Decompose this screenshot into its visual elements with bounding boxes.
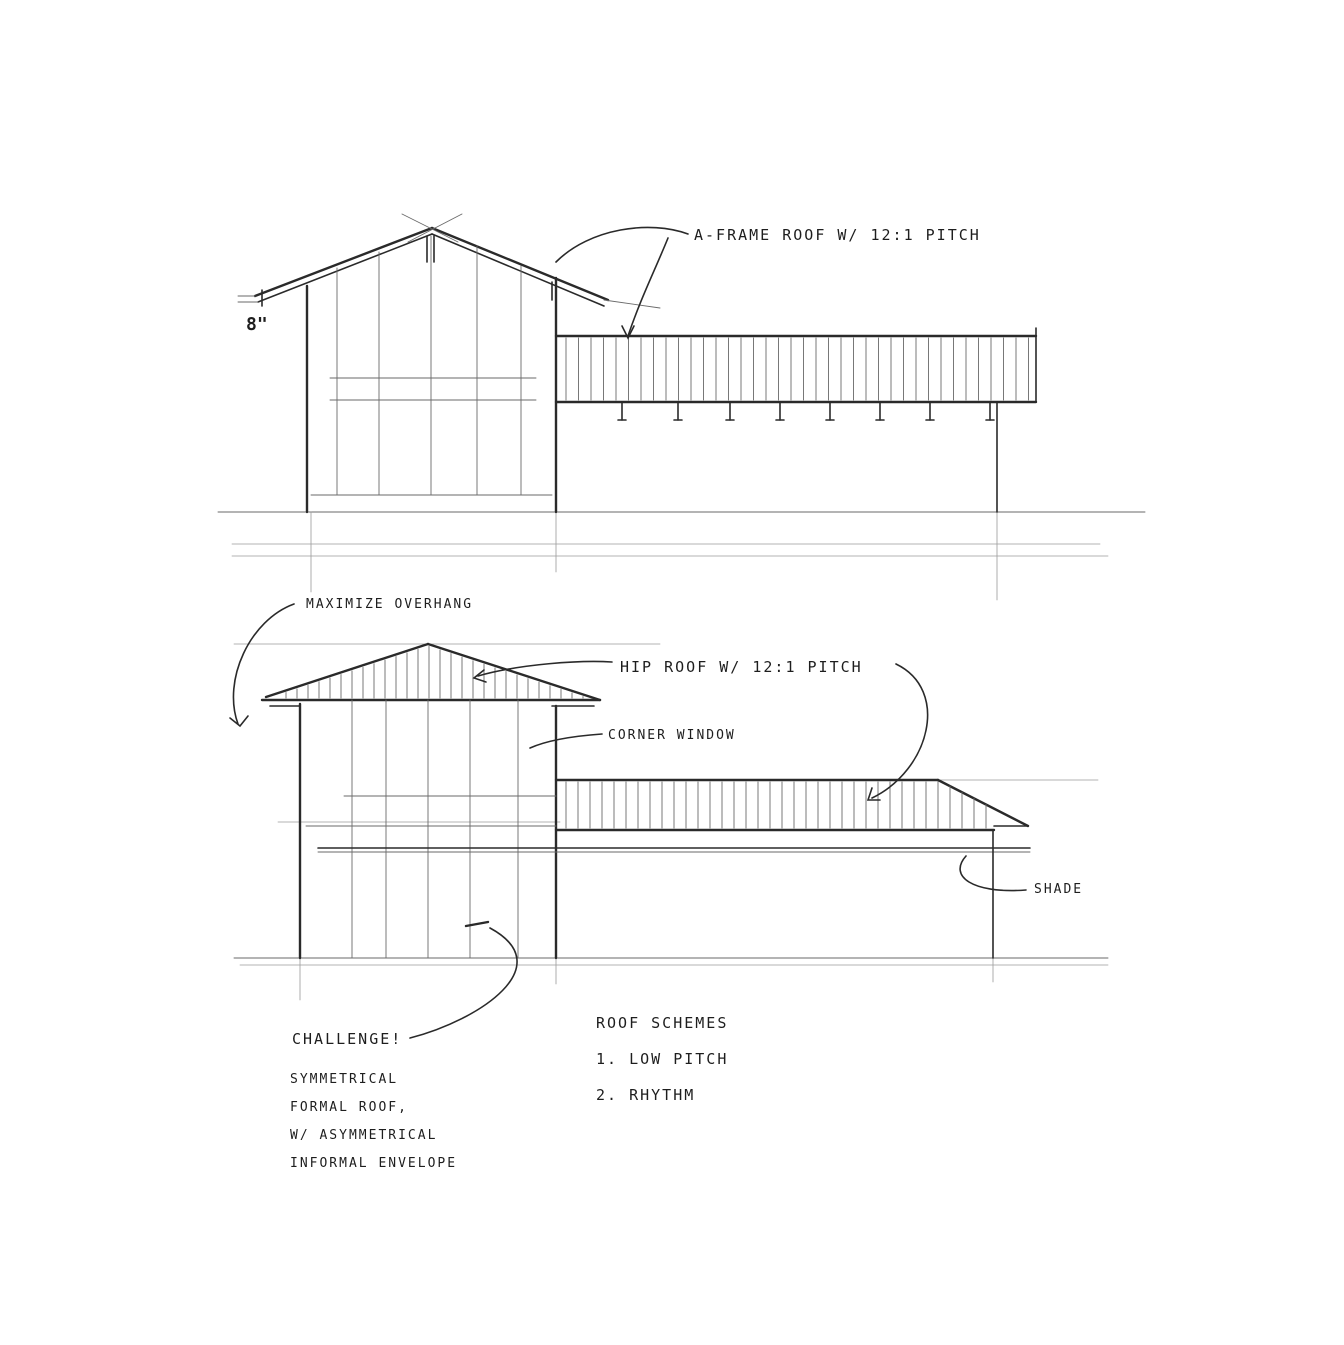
gable-wall [307, 236, 556, 512]
challenge-list [290, 1066, 457, 1178]
flat-roof-top [556, 328, 1036, 512]
flat-roof-bottom [556, 780, 1028, 958]
challenge-leader [410, 928, 517, 1038]
hip-roof-note: HIP ROOF W/ 12:1 PITCH [620, 658, 863, 676]
roof-schemes-title: ROOF SCHEMES [596, 1014, 729, 1032]
challenge-line: SYMMETRICAL [290, 1072, 399, 1087]
leader-lines [230, 227, 1026, 1038]
hip-roof [262, 644, 600, 706]
aframe-roof-note: A-FRAME ROOF W/ 12:1 PITCH [694, 226, 981, 244]
challenge-line: W/ ASYMMETRICAL [290, 1128, 438, 1143]
top-elevation [218, 214, 1145, 600]
a-frame-roof [238, 214, 660, 308]
challenge-line: INFORMAL ENVELOPE [290, 1156, 458, 1171]
shade-note: SHADE [1034, 882, 1084, 897]
challenge-title: CHALLENGE! [292, 1030, 403, 1048]
hip-roof-leader [478, 662, 612, 676]
roof-scheme-item: 1. LOW PITCH [596, 1050, 729, 1068]
corner-window-leader [530, 734, 602, 748]
challenge-line: FORMAL ROOF, [290, 1100, 408, 1115]
overhang-note: MAXIMIZE OVERHANG [306, 597, 474, 612]
corner-window-note: CORNER WINDOW [608, 728, 736, 743]
roof-scheme-item: 2. RHYTHM [596, 1086, 696, 1104]
aframe-leader [556, 227, 688, 262]
bottom-elevation [234, 644, 1108, 1000]
dimension-label: 8" [246, 314, 268, 335]
